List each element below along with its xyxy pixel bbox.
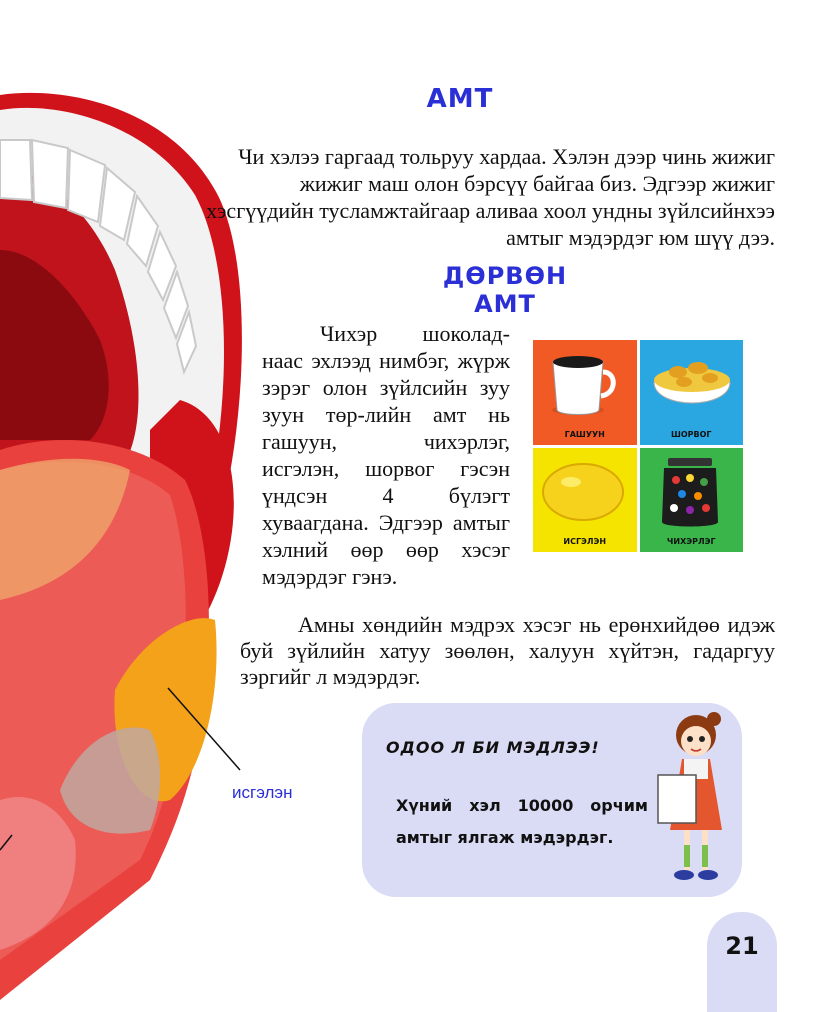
mouth-sense-paragraph: Амны хөндийн мэдрэх хэсэг нь ерөнхийдөө идэж буй зүйлийн хатуу зөөлөн, халуун хүйтэн, гадаргуу зэргийг л мэдэрдэг. bbox=[240, 612, 775, 689]
taste-sweet-cell bbox=[640, 448, 744, 553]
fact-box-text: Хүний хэл 10000 орчим амтыг ялгаж мэдэрдэг. bbox=[396, 796, 648, 847]
section-title: ДӨРВӨН АМТ bbox=[442, 262, 568, 318]
four-tastes-grid bbox=[533, 340, 743, 552]
coffee-cup-icon bbox=[533, 340, 637, 444]
taste-label: ГАШУУН bbox=[564, 429, 605, 439]
sour-region-callout: исгэлэн bbox=[232, 783, 293, 802]
lemon-icon bbox=[533, 448, 637, 552]
four-tastes-paragraph: Чихэр шоколад-наас эхлээд нимбэг, жүрж зэрэг олон зүйлсийн зуу зуун төр-лийн амт нь гашуун, чихэрлэг, исгэлэн, шорвог гэсэн үндсэн 4 бүлэгт хуваагдана. Эдгээр амтыг хэлний өөр өөр хэсэг мэдэрдэг гэнэ. bbox=[262, 321, 510, 589]
taste-bitter-cell bbox=[533, 340, 637, 445]
taste-label: ЧИХЭРЛЭГ bbox=[666, 537, 716, 546]
taste-label: ИСГЭЛЭН bbox=[563, 537, 607, 546]
taste-salty-cell bbox=[640, 340, 744, 445]
page-number-tab bbox=[707, 912, 777, 1012]
taste-sour-cell bbox=[533, 448, 637, 553]
intro-paragraph: Чи хэлээ гаргаад тольруу хардаа. Хэлэн дээр чинь жижиг жижиг маш олон бэрсүү байгаа биз. Эдгээр жижиг хэсгүүдийн тусламжтайгаар аливаа хоол ундны зүйлсийнхээ амтыг мэдэрдэг юм шүү дээ. bbox=[206, 144, 775, 250]
page-number: 21 bbox=[725, 932, 759, 960]
candy-jar-icon bbox=[640, 448, 744, 552]
taste-label: ШОРВОГ bbox=[670, 429, 712, 439]
fact-box-title: ОДОО Л БИ МЭДЛЭЭ! bbox=[386, 738, 600, 757]
girl-with-sign-illustration bbox=[646, 705, 746, 890]
chips-bowl-icon bbox=[640, 340, 744, 444]
page-title: АМТ bbox=[426, 84, 494, 114]
